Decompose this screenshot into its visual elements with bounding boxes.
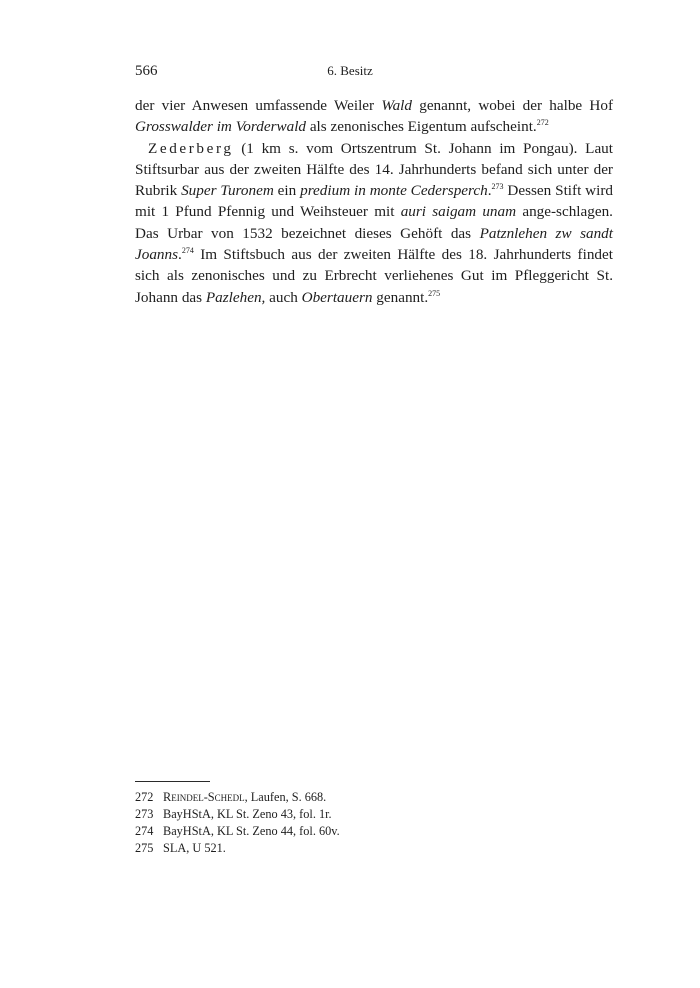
- footnote-text: BayHStA, KL St. Zeno 43, fol. 1r.: [163, 806, 332, 821]
- footnote-number: 272: [135, 790, 154, 804]
- place-name: Zederberg: [148, 139, 234, 157]
- footnote-275: [135, 840, 613, 857]
- text-run: der vier Anwesen umfassende Weiler: [135, 97, 382, 114]
- footnote-272: [135, 789, 613, 806]
- footnote-number: 273: [135, 806, 154, 821]
- italic-term: Pazlehen,: [205, 288, 266, 306]
- text-run: ange-schlagen. Das Urbar von 1532 bezeichnet dieses Gehöft das: [135, 203, 613, 242]
- page-number: 566: [135, 63, 158, 79]
- footnote-274: [135, 823, 613, 840]
- italic-term: Super Turonem: [181, 182, 274, 200]
- footnotes: [135, 789, 613, 857]
- footnote-text: SLA, U 521.: [163, 840, 226, 855]
- footnote-ref: 274: [181, 246, 194, 256]
- text-run: genannt, wobei der halbe Hof: [412, 97, 614, 114]
- main-text: [135, 95, 613, 308]
- text-run: .: [487, 182, 492, 200]
- running-head: 6. Besitz: [327, 63, 373, 78]
- italic-term: Wald: [381, 97, 412, 114]
- italic-term: predium in monte Cedersperch: [300, 182, 488, 200]
- footnote-text: , Laufen, S. 668.: [244, 790, 327, 804]
- footnote-273: [135, 806, 613, 823]
- italic-term: Grosswalder im Vorderwald: [135, 118, 307, 136]
- footnote-ref: 275: [428, 288, 441, 298]
- italic-term: Patznlehen zw sandt Joanns: [135, 224, 613, 264]
- footnote-separator: [135, 781, 210, 782]
- text-run: als zenonisches Eigentum aufscheint.: [306, 118, 537, 136]
- footnote-ref: 272: [536, 118, 549, 128]
- footnote-ref: 273: [491, 182, 504, 192]
- text-run: .: [178, 246, 182, 264]
- paragraph-zederberg: [135, 138, 613, 308]
- footnote-number: 274: [135, 823, 154, 838]
- text-run: ein: [273, 182, 301, 200]
- text-run: auch: [265, 288, 302, 306]
- footnote-text: BayHStA, KL St. Zeno 44, fol. 60v.: [163, 823, 340, 838]
- italic-term: Obertauern: [301, 288, 373, 306]
- text-run: (1 km s. vom Ortszentrum St. Johann im Pongau). Laut Stiftsurbar aus der zweiten Hälfte des 14. Jahrhunderts befand sich unter der Rubrik: [135, 139, 613, 200]
- paragraph-wald: [135, 95, 613, 138]
- text-run: genannt.: [372, 288, 429, 306]
- author-name: Reindel-Schedl: [163, 790, 245, 804]
- text-run: Dessen Stift wird mit 1 Pfund Pfennig und Weihsteuer mit: [135, 182, 613, 221]
- italic-term: auri saigam unam: [400, 203, 517, 221]
- text-run: Im Stiftsbuch aus der zweiten Hälfte des 18. Jahrhunderts findet sich als zenonisches und zu Erbrecht verliehenes Gut im Pfleggericht St. Johann das: [135, 246, 613, 306]
- footnote-number: 275: [135, 840, 154, 855]
